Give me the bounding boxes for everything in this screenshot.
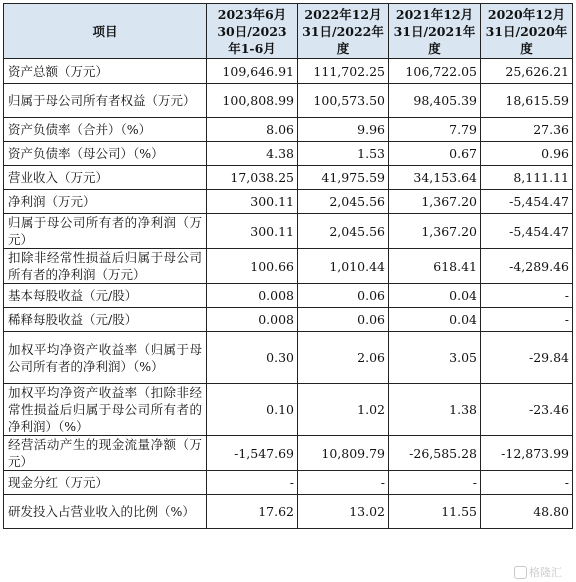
header-2023h1: 2023年6月 30日/2023 年1-6月 [207, 4, 298, 59]
row-value: 4.38 [207, 142, 298, 166]
row-value: -5,454.47 [481, 214, 573, 249]
row-value: 25,626.21 [481, 59, 573, 84]
row-value: 0.06 [298, 284, 389, 308]
table-body [4, 59, 573, 529]
row-value: 300.11 [207, 190, 298, 214]
row-value: 0.67 [389, 142, 481, 166]
row-value: 109,646.91 [207, 59, 298, 84]
row-value: 100.66 [207, 249, 298, 284]
row-value: -5,454.47 [481, 190, 573, 214]
row-label: 加权平均净资产收益率（扣除非经常性损益后归属于母公司所有者的净利润）（%） [4, 384, 207, 436]
row-value: -1,547.69 [207, 436, 298, 471]
row-label: 资产总额（万元） [4, 59, 207, 84]
financial-data-table [3, 3, 573, 529]
row-value: 0.04 [389, 284, 481, 308]
row-label: 经营活动产生的现金流量净额（万元） [4, 436, 207, 471]
row-value: 618.41 [389, 249, 481, 284]
row-value: 0.96 [481, 142, 573, 166]
row-label: 资产负债率（合并）（%） [4, 118, 207, 142]
row-value: 0.008 [207, 284, 298, 308]
table-row [4, 214, 573, 249]
row-label: 归属于母公司所有者权益（万元） [4, 84, 207, 118]
row-value: -23.46 [481, 384, 573, 436]
row-value: 17,038.25 [207, 166, 298, 190]
row-value: 106,722.05 [389, 59, 481, 84]
row-label: 稀释每股收益（元/股） [4, 308, 207, 332]
row-value: 0.10 [207, 384, 298, 436]
row-value: 11.55 [389, 495, 481, 529]
row-value: - [481, 471, 573, 495]
table-row [4, 118, 573, 142]
row-value: 34,153.64 [389, 166, 481, 190]
table-row [4, 308, 573, 332]
row-label: 现金分红（万元） [4, 471, 207, 495]
row-label: 扣除非经常性损益后归属于母公司所有者的净利润（万元） [4, 249, 207, 284]
row-label: 净利润（万元） [4, 190, 207, 214]
row-value: - [389, 471, 481, 495]
table-row [4, 142, 573, 166]
header-2020: 2020年12月 31日/2020年 度 [481, 4, 573, 59]
row-value: 1,010.44 [298, 249, 389, 284]
row-value: 2,045.56 [298, 190, 389, 214]
table-row [4, 436, 573, 471]
watermark-text: 格隆汇 [529, 566, 562, 579]
row-value: 13.02 [298, 495, 389, 529]
row-value: 300.11 [207, 214, 298, 249]
row-value: 41,975.59 [298, 166, 389, 190]
row-value: 48.80 [481, 495, 573, 529]
table-row [4, 59, 573, 84]
row-value: 10,809.79 [298, 436, 389, 471]
row-value: 100,808.99 [207, 84, 298, 118]
row-value: -26,585.28 [389, 436, 481, 471]
row-label: 加权平均净资产收益率（归属于母公司所有者的净利润）（%） [4, 332, 207, 384]
header-2022: 2022年12月 31日/2022年 度 [298, 4, 389, 59]
row-value: 0.06 [298, 308, 389, 332]
row-value: 3.05 [389, 332, 481, 384]
row-value: 2.06 [298, 332, 389, 384]
table-row [4, 471, 573, 495]
row-value: 98,405.39 [389, 84, 481, 118]
table-row [4, 84, 573, 118]
header-row [4, 4, 573, 59]
watermark [514, 564, 562, 580]
row-label: 研发投入占营业收入的比例（%） [4, 495, 207, 529]
row-value: 1,367.20 [389, 214, 481, 249]
row-value: 100,573.50 [298, 84, 389, 118]
row-value: -4,289.46 [481, 249, 573, 284]
row-value: 27.36 [481, 118, 573, 142]
row-value: 1.53 [298, 142, 389, 166]
row-value: 17.62 [207, 495, 298, 529]
row-value: 7.79 [389, 118, 481, 142]
row-label: 营业收入（万元） [4, 166, 207, 190]
row-value: 2,045.56 [298, 214, 389, 249]
row-value: 1.38 [389, 384, 481, 436]
table-row [4, 495, 573, 529]
row-value: - [207, 471, 298, 495]
row-value: 0.008 [207, 308, 298, 332]
row-value: 1,367.20 [389, 190, 481, 214]
row-value: 0.30 [207, 332, 298, 384]
row-value: 9.96 [298, 118, 389, 142]
table-row [4, 384, 573, 436]
header-2021: 2021年12月 31日/2021年 度 [389, 4, 481, 59]
row-value: 8,111.11 [481, 166, 573, 190]
table-row [4, 249, 573, 284]
row-value: -12,873.99 [481, 436, 573, 471]
row-value: 1.02 [298, 384, 389, 436]
row-value: 8.06 [207, 118, 298, 142]
table-row [4, 284, 573, 308]
row-value: - [481, 284, 573, 308]
row-label: 基本每股收益（元/股） [4, 284, 207, 308]
row-value: 111,702.25 [298, 59, 389, 84]
row-value: - [298, 471, 389, 495]
header-item: 项目 [4, 4, 207, 59]
row-label: 归属于母公司所有者的净利润（万元） [4, 214, 207, 249]
table-row [4, 166, 573, 190]
row-value: - [481, 308, 573, 332]
table-header [4, 4, 573, 59]
table-row [4, 332, 573, 384]
row-value: -29.84 [481, 332, 573, 384]
gelonghui-logo-icon [514, 566, 527, 579]
table-row [4, 190, 573, 214]
row-value: 18,615.59 [481, 84, 573, 118]
row-label: 资产负债率（母公司）（%） [4, 142, 207, 166]
row-value: 0.04 [389, 308, 481, 332]
